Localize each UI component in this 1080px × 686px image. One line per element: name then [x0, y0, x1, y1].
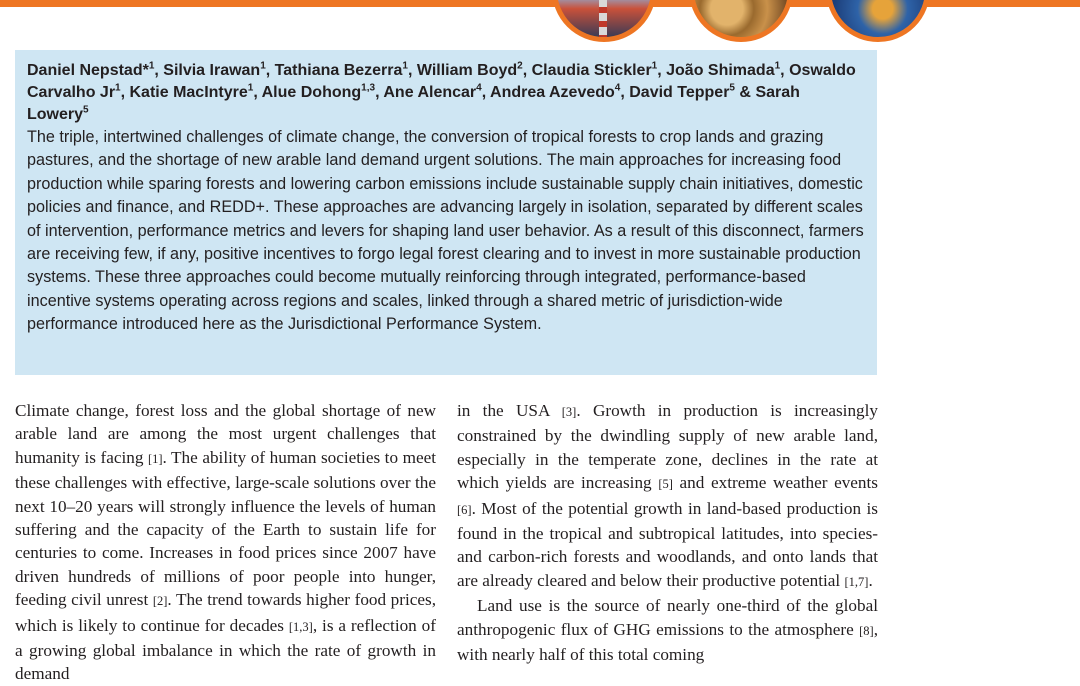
citation-ref: [3] [561, 405, 577, 419]
body-paragraph [15, 399, 436, 686]
header-photo-globe [826, 0, 930, 42]
author-name: Katie MacIntyre [129, 84, 248, 101]
abstract-box [15, 50, 877, 375]
header-photo-food [689, 0, 793, 42]
affiliation-marker: 5 [83, 104, 89, 116]
body-text-run: and extreme weather events [672, 473, 878, 493]
author-name: David Tepper [629, 84, 730, 101]
author-name: Oswaldo Carvalho Jr [27, 62, 856, 101]
body-text-run: . The ability of human societies to meet these challenges with effective, large-scale solutions over the next 10–20 years will strongly influence the levels of human suffering and the capacity of the Earth to sustain life for centuries to come. Increases in food prices since 2007 have driven hundreds of millions of poor people into hunger, feeding civil unrest [15, 447, 436, 610]
affiliation-marker: 1 [115, 82, 121, 94]
body-paragraph [457, 594, 878, 666]
author-name: João Shimada [666, 62, 775, 79]
body-text-run: . Most of the potential growth in land-based production is found in the tropical and subtropical latitudes, into species- and carbon-rich forests and woodlands, and onto lands that are already cleared and below their productive potential [457, 498, 878, 590]
body-text-run: , with nearly half of this total coming [457, 619, 878, 665]
body-text-run: . [868, 570, 873, 590]
author-name: Silvia Irawan [163, 62, 261, 79]
header-photo-industry [552, 0, 656, 42]
citation-ref: [1,7] [844, 574, 869, 589]
author-list: Daniel Nepstad*$^1$, Silvia Irawan$^1$, Tathiana Bezerra$^1$, William Boyd$^2$, Claudia Stickler$^1$, João Shimada$^1$, Oswaldo Carvalho Jr$^1$, Katie MacIntyre$^1$, Alue Dohong$^{1,3}$, Ane Alencar$^4$, Andrea Azevedo$^4$, David Tepper$^5$ & Sarah Lowery$^5$ [27, 60, 856, 123]
affiliation-marker: 1 [774, 60, 781, 72]
body-text-run: in the USA [457, 401, 562, 420]
author-name: Alue Dohong [261, 84, 362, 101]
body-text-run: , is a reflection of a growing global imbalance in which the rate of growth in demand [15, 615, 436, 684]
author-name: Andrea Azevedo [490, 84, 615, 101]
author-name: Claudia Stickler [531, 62, 652, 79]
affiliation-marker: 1 [247, 82, 254, 94]
affiliation-marker: 4 [614, 82, 621, 94]
affiliation-marker: 5 [729, 82, 735, 94]
author-name: William Boyd [416, 62, 518, 79]
citation-ref: [2] [152, 594, 168, 609]
body-text-run: . Growth in production is increasingly constrained by the dwindling supply of new arable land, especially in the temperate zone, declines in the rate at which yields are increasing [457, 401, 878, 493]
affiliation-marker: 1 [260, 60, 266, 72]
abstract-text: The triple, intertwined challenges of climate change, the conversion of tropical forests to crop lands and grazing pastures, and the shortage of new arable land demand urgent solutions. The main approaches for increasing food production while sparing forests and lowering carbon emissions include sustainable supply chain initiatives, domestic policies and finance, and REDD+. These approaches are advancing largely in isolation, separated by different scales of intervention, performance metrics and levers for shaping land user behavior. As a result of this disconnect, farmers are receiving few, if any, positive incentives to forgo legal forest clearing and to invest in more sustainable production systems. These three approaches could become mutually reinforcing through integrated, performance-based incentive systems operating across regions and scales, linked through a shared metric of jurisdiction-wide performance introduced here as the Jurisdictional Performance System. [27, 128, 864, 334]
author-name: Daniel Nepstad* [27, 62, 149, 79]
author-name: Sarah Lowery [27, 84, 800, 123]
author-name: Ane Alencar [383, 84, 477, 101]
author-name: Tathiana Bezerra [274, 62, 403, 79]
affiliation-marker: 1 [651, 60, 658, 72]
citation-ref: [5] [658, 477, 673, 492]
body-column-right [457, 399, 878, 666]
affiliation-marker: 2 [517, 60, 523, 72]
affiliation-marker: 4 [476, 82, 482, 94]
affiliation-marker: 1,3 [361, 82, 376, 94]
body-paragraph [457, 399, 878, 594]
affiliation-marker: 1 [148, 60, 155, 72]
body-text-run: . The trend towards higher food prices, which is likely to continue for decades [15, 590, 437, 635]
citation-ref: [1] [147, 451, 163, 466]
citation-ref: [6] [457, 502, 472, 517]
body-text-run: Land use is the source of nearly one-third of the global anthropogenic flux of GHG emissions to the atmosphere [457, 596, 878, 639]
affiliation-marker: 1 [402, 60, 408, 72]
body-column-left [15, 399, 436, 686]
body-text-run: Climate change, forest loss and the global shortage of new arable land are among the most urgent challenges that humanity is facing [15, 401, 436, 467]
citation-ref: [8] [859, 623, 874, 638]
citation-ref: [1,3] [288, 619, 313, 634]
